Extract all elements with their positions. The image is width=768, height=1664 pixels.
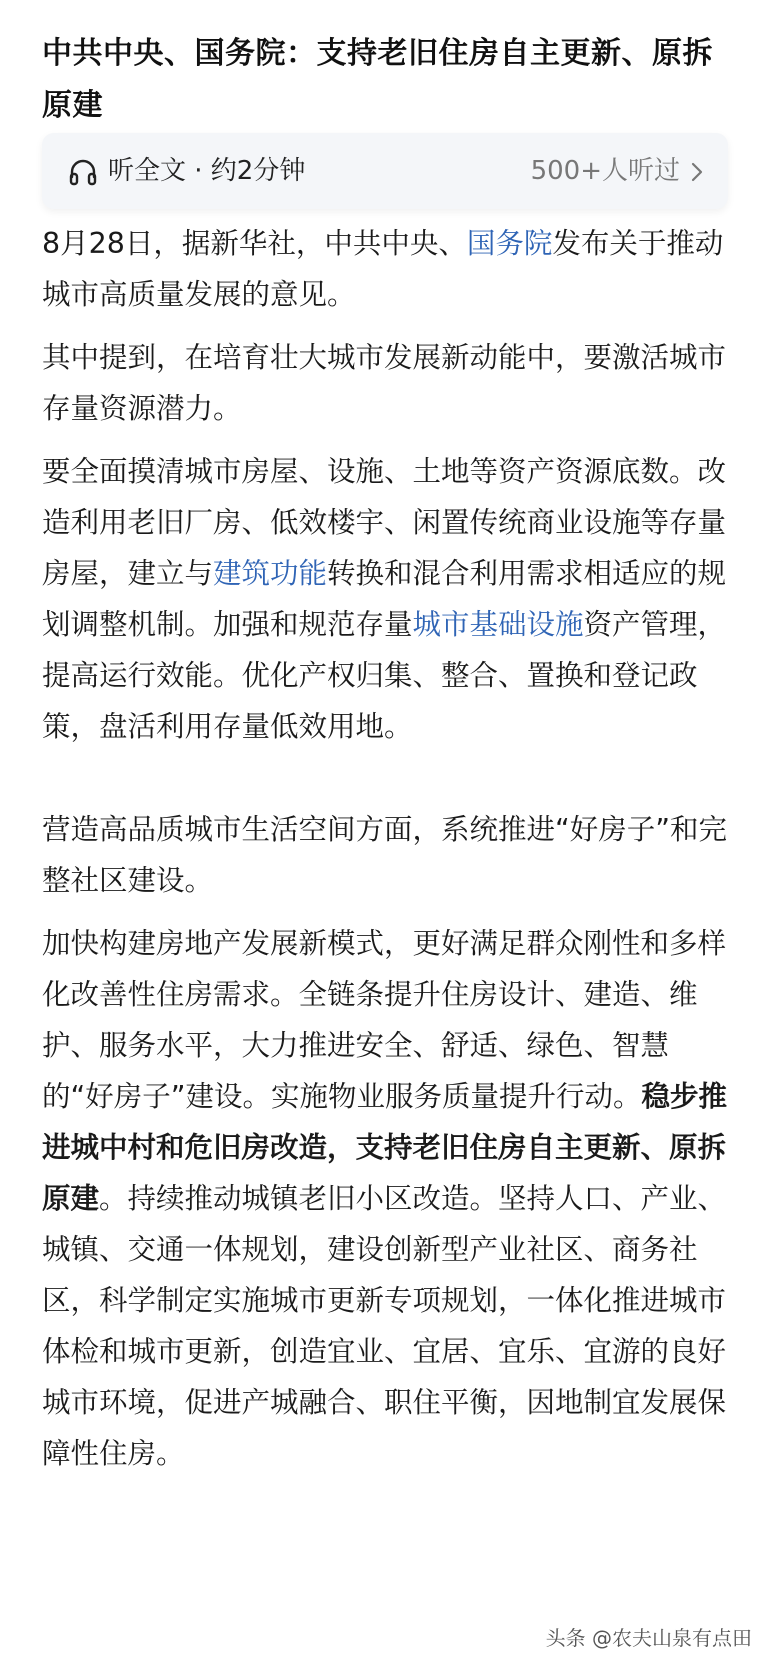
listen-full-text-bar[interactable] [42, 133, 728, 209]
chevron-right-icon [690, 161, 704, 183]
link-guowuyuan[interactable]: 国务院 [466, 227, 553, 260]
bold-highlight: 稳步推进城中村和危旧房改造，支持老旧住房自主更新、原拆原建 [42, 1080, 728, 1215]
paragraph-5 [42, 918, 732, 1479]
paragraph-text: 发布关于推动城市高质量发展的意见。 [42, 227, 724, 311]
article-title: 中共中央、国务院：支持老旧住房自主更新、原拆原建 [42, 36, 713, 124]
link-building-function[interactable]: 建筑功能 [213, 557, 328, 590]
paragraph-text: 其中提到，在培育壮大城市发展新动能中，要激活城市存量资源潜力。 [42, 341, 727, 425]
listen-count: 500+人听过 [530, 156, 680, 186]
watermark: 头条 @农夫山泉有点田 [545, 1626, 752, 1650]
paragraph-text: 要全面摸清城市房屋、设施、土地等资产资源底数。改造利用老旧厂房、低效楼宇、闲置传统商业设施等存量房屋，建立与 [42, 455, 727, 590]
listen-label: 听全文 · 约2分钟 [108, 156, 306, 186]
headphones-icon [68, 157, 98, 187]
paragraph-2 [42, 332, 732, 434]
paragraph-text: 营造高品质城市生活空间方面，系统推进“好房子”和完整社区建设。 [42, 813, 728, 897]
paragraph-text: 加快构建房地产发展新模式，更好满足群众刚性和多样化改善性住房需求。全链条提升住房设计、建造、维护、服务水平，大力推进安全、舒适、绿色、智慧的“好房子”建设。实施物业服务质量提升行动。 [42, 927, 727, 1113]
link-urban-infrastructure[interactable]: 城市基础设施 [412, 608, 584, 641]
paragraph-text: 转换和混合利用需求相适应的规划调整机制。加强和规范存量 [42, 557, 727, 641]
paragraph-text: 。持续推动城镇老旧小区改造。坚持人口、产业、城镇、交通一体规划，建设创新型产业社区、商务社区，科学制定实施城市更新专项规划，一体化推进城市体检和城市更新，创造宜业、宜居、宜乐、宜游的良好城市环境，促进产城融合、职住平衡，因地制宜发展保障性住房。 [42, 1182, 727, 1470]
paragraph-1 [42, 218, 732, 320]
paragraph-4 [42, 804, 732, 906]
paragraph-text: 资产管理，提高运行效能。优化产权归集、整合、置换和登记政策，盘活利用存量低效用地。 [42, 608, 727, 743]
paragraph-3 [42, 446, 732, 752]
paragraph-text: 8月28日，据新华社，中共中央、 [42, 227, 467, 260]
